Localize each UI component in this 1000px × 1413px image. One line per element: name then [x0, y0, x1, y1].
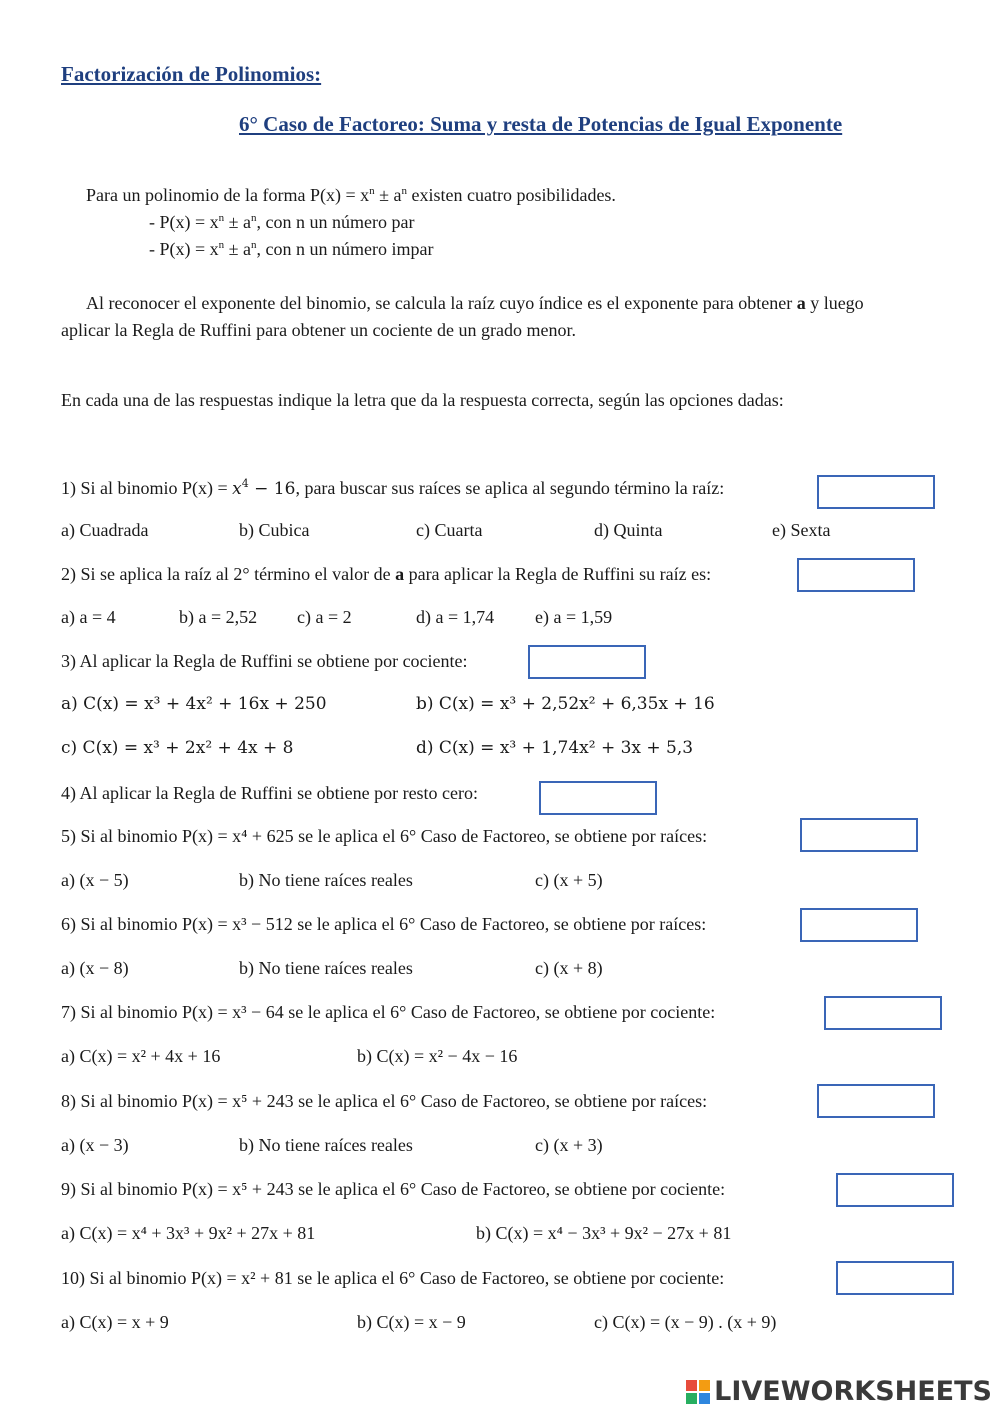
q9-option-a: a) C(x) = x⁴ + 3x³ + 9x² + 27x + 81 [61, 1223, 316, 1243]
answer-box-9[interactable] [836, 1173, 954, 1207]
intro-paragraph-line1: Al reconocer el exponente del binomio, se calcula la raíz cuyo índice es el exponente para obtener a y luego [86, 293, 864, 313]
q9-option-b: b) C(x) = x⁴ − 3x³ + 9x² − 27x + 81 [476, 1223, 732, 1243]
q10-option-c: c) C(x) = (x − 9) . (x + 9) [594, 1312, 777, 1332]
q8-option-b: b) No tiene raíces reales [239, 1135, 413, 1155]
q8-option-a: a) (x − 3) [61, 1135, 129, 1155]
intro-bullet-even: - $P(x) = x^n \pm a^n$, con n un número par [149, 212, 415, 232]
q7-option-b: b) C(x) = x² − 4x − 16 [357, 1046, 518, 1066]
question-10: 10) Si al binomio P(x) = x² + 81 se le aplica el 6° Caso de Factoreo, se obtiene por cociente: [61, 1268, 725, 1288]
answer-box-3[interactable] [528, 645, 646, 679]
q6-option-a: a) (x − 8) [61, 958, 129, 978]
answer-box-5[interactable] [800, 818, 918, 852]
answer-box-6[interactable] [800, 908, 918, 942]
q1-option-b: b) Cubica [239, 520, 310, 540]
question-8: 8) Si al binomio P(x) = x⁵ + 243 se le aplica el 6° Caso de Factoreo, se obtiene por raíces: [61, 1091, 708, 1111]
instructions: En cada una de las respuestas indique la letra que da la respuesta correcta, según las opciones dadas: [61, 390, 784, 410]
question-7: 7) Si al binomio P(x) = x³ − 64 se le aplica el 6° Caso de Factoreo, se obtiene por cociente: [61, 1002, 716, 1022]
question-3: 3) Al aplicar la Regla de Ruffini se obtiene por cociente: [61, 651, 468, 671]
logo-square [686, 1380, 697, 1391]
q2-option-b: b) a = 2,52 [179, 607, 258, 627]
q5-option-b: b) No tiene raíces reales [239, 870, 413, 890]
question-1: 1) Si al binomio $P(x) = x^4 - 16$, para buscar sus raíces se aplica al segundo término la raíz: [61, 477, 725, 499]
q1-option-a: a) Cuadrada [61, 520, 149, 540]
question-4: 4) Al aplicar la Regla de Ruffini se obtiene por resto cero: [61, 783, 479, 803]
q2-option-e: e) a = 1,59 [535, 607, 613, 627]
q3-option-c: c) C(x) = x³ + 2x² + 4x + 8 [61, 738, 294, 758]
q2-option-c: c) a = 2 [297, 607, 352, 627]
q1-option-c: c) Cuarta [416, 520, 483, 540]
q7-option-a: a) C(x) = x² + 4x + 16 [61, 1046, 221, 1066]
q3-option-a: a) C(x) = x³ + 4x² + 16x + 250 [61, 694, 327, 714]
intro-paragraph-line2: aplicar la Regla de Ruffini para obtener un cociente de un grado menor. [61, 320, 576, 340]
q10-option-a: a) C(x) = x + 9 [61, 1312, 169, 1332]
question-5: 5) Si al binomio P(x) = x⁴ + 625 se le aplica el 6° Caso de Factoreo, se obtiene por raíces: [61, 826, 708, 846]
logo-square [686, 1393, 697, 1404]
q1-option-d: d) Quinta [594, 520, 663, 540]
question-6: 6) Si al binomio P(x) = x³ − 512 se le aplica el 6° Caso de Factoreo, se obtiene por raíces: [61, 914, 707, 934]
logo-square [699, 1380, 710, 1391]
answer-box-8[interactable] [817, 1084, 935, 1118]
page-subtitle: 6° Caso de Factoreo: Suma y resta de Potencias de Igual Exponente [239, 112, 843, 136]
q1-option-e: e) Sexta [772, 520, 831, 540]
question-9: 9) Si al binomio P(x) = x⁵ + 243 se le aplica el 6° Caso de Factoreo, se obtiene por cociente: [61, 1179, 726, 1199]
answer-box-2[interactable] [797, 558, 915, 592]
q3-option-d: d) C(x) = x³ + 1,74x² + 3x + 5,3 [416, 738, 694, 758]
answer-box-7[interactable] [824, 996, 942, 1030]
q10-option-b: b) C(x) = x − 9 [357, 1312, 466, 1332]
question-2: 2) Si se aplica la raíz al 2° término el valor de a para aplicar la Regla de Ruffini su raíz es: [61, 564, 712, 584]
answer-box-4[interactable] [539, 781, 657, 815]
intro-bullet-odd: - $P(x) = x^n \pm a^n$, con n un número impar [149, 239, 434, 259]
q6-option-c: c) (x + 8) [535, 958, 603, 978]
page-title: Factorización de Polinomios: [61, 62, 322, 86]
liveworksheets-logo [686, 1376, 992, 1407]
intro-line: Para un polinomio de la forma $P(x) = x^n \pm a^n$ existen cuatro posibilidades. [86, 185, 616, 205]
q2-option-a: a) a = 4 [61, 607, 116, 627]
q5-option-c: c) (x + 5) [535, 870, 603, 890]
liveworksheets-logo-icon [686, 1380, 710, 1404]
answer-box-1[interactable] [817, 475, 935, 509]
q5-option-a: a) (x − 5) [61, 870, 129, 890]
logo-square [699, 1393, 710, 1404]
q2-option-d: d) a = 1,74 [416, 607, 495, 627]
liveworksheets-brand: LIVEWORKSHEETS [714, 1376, 992, 1407]
q6-option-b: b) No tiene raíces reales [239, 958, 413, 978]
q8-option-c: c) (x + 3) [535, 1135, 603, 1155]
answer-box-10[interactable] [836, 1261, 954, 1295]
q3-option-b: b) C(x) = x³ + 2,52x² + 6,35x + 16 [416, 694, 715, 714]
